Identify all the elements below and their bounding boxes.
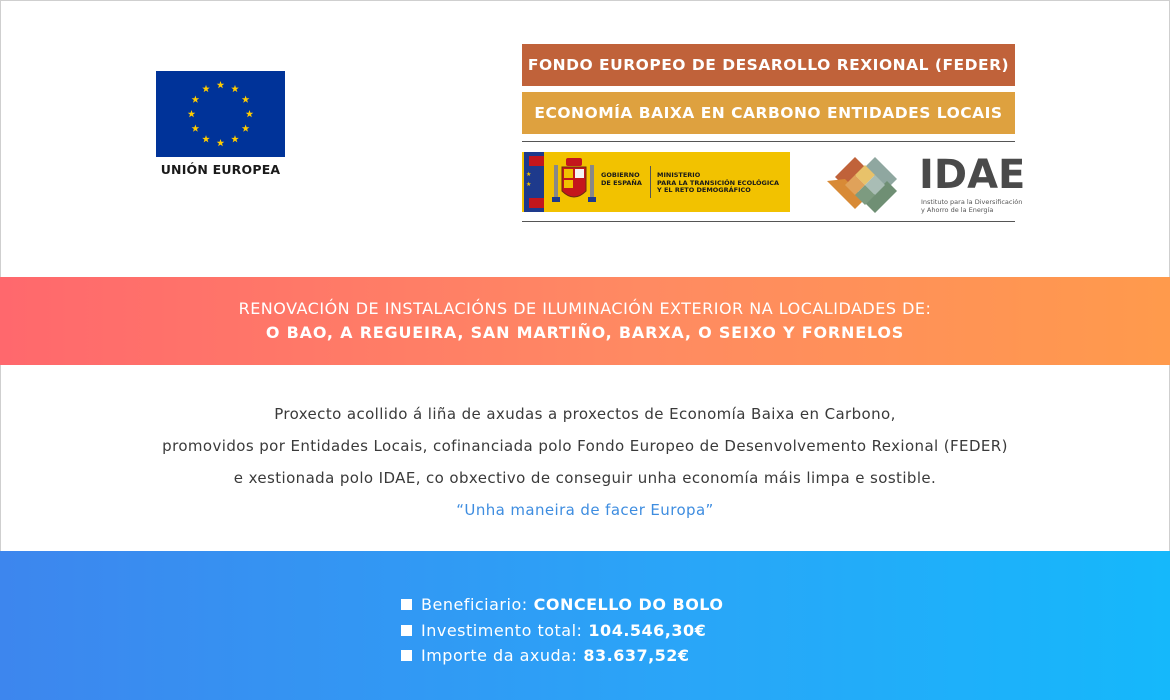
square-bullet-icon: [401, 625, 412, 636]
idae-wordmark: IDAE: [919, 152, 1026, 198]
eu-label: UNIÓN EUROPEA: [160, 162, 281, 177]
eu-mini-flag-icon: ★ ★: [524, 152, 544, 212]
gobierno-text: GOBIERNO DE ESPAÑA: [601, 171, 642, 187]
motto: “Unha maneira de facer Europa”: [456, 501, 714, 519]
divider: [522, 221, 1015, 222]
eu-star: [246, 110, 254, 117]
square-bullet-icon: [401, 650, 412, 661]
description-line: e xestionada polo IDAE, co obxectivo de conseguir unha economía máis limpa e sostible.: [233, 469, 937, 487]
fact-value: 83.637,52€: [583, 646, 690, 666]
gobierno-espana-logo: [522, 152, 790, 212]
eu-star: [192, 125, 200, 132]
eu-star: [242, 125, 250, 132]
eu-star: [217, 81, 225, 88]
funding-facts: [401, 592, 724, 669]
description-line: promovidos por Entidades Locais, cofinanciada polo Fondo Europeo de Desenvolvemento Rexional (FEDER): [162, 437, 1008, 455]
project-title: RENOVACIÓN DE INSTALACIÓNS DE ILUMINACIÓN EXTERIOR NA LOCALIDADES DE:: [238, 299, 932, 318]
eu-star: [188, 110, 196, 117]
eu-flag-logo: [156, 71, 285, 157]
fact-investimento: [401, 618, 724, 644]
fact-value: CONCELLO DO BOLO: [533, 595, 724, 615]
divider: [522, 141, 1015, 142]
divider: [650, 166, 651, 198]
localities-title: O BAO, A REGUEIRA, SAN MARTIÑO, BARXA, O SEIXO Y FORNELOS: [265, 323, 905, 342]
eu-star: [202, 135, 210, 142]
eu-star: [202, 85, 210, 92]
idae-mark-icon: [818, 148, 912, 214]
programme-banner: ECONOMÍA BAIXA EN CARBONO ENTIDADES LOCAIS: [522, 92, 1015, 134]
eu-star: [192, 96, 200, 103]
title-band: [0, 277, 1170, 365]
ministerio-text: MINISTERIO PARA LA TRANSICIÓN ECOLÓGICA Y EL RETO DEMOGRÁFICO: [657, 171, 780, 194]
description-line: Proxecto acollido á liña de axudas a proxectos de Economía Baixa en Carbono,: [274, 405, 896, 423]
coat-of-arms-icon: [552, 157, 596, 207]
fact-beneficiario: [401, 592, 724, 618]
eu-star: [217, 139, 225, 146]
idae-subtitle: Instituto para la Diversificación y Ahorro de la Energía: [921, 198, 1023, 214]
fact-value: 104.546,30€: [588, 620, 707, 640]
square-bullet-icon: [401, 599, 412, 610]
eu-star: [242, 96, 250, 103]
eu-stars-icon: [156, 71, 285, 157]
eu-star: [231, 85, 239, 92]
fact-label: Beneficiario:: [421, 595, 528, 615]
fact-label: Importe da axuda:: [421, 646, 578, 666]
fact-importe: [401, 643, 724, 669]
fact-label: Investimento total:: [421, 620, 583, 640]
project-description: [0, 398, 1170, 526]
eu-star: [231, 135, 239, 142]
feder-banner: FONDO EUROPEO DE DESAROLLO REXIONAL (FEDER): [522, 44, 1015, 86]
